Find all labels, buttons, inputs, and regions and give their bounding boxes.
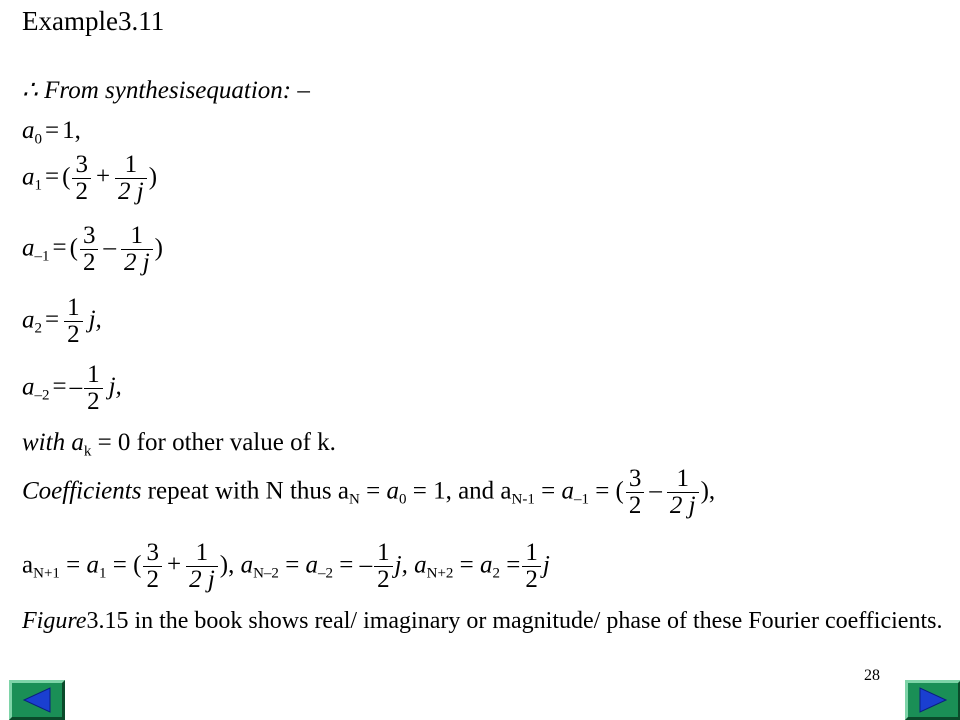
triangle-left-icon — [22, 687, 52, 713]
eq-am2-tail: j, — [108, 373, 122, 401]
eq-am1-equals: = — [52, 234, 67, 262]
coeff-t5: = ( — [595, 477, 624, 505]
other-var: a — [71, 429, 84, 456]
c2-s-b2: –2 — [318, 565, 334, 582]
eq-a0-value: 1, — [62, 117, 81, 144]
c2-t3: j, — [394, 551, 408, 579]
c2-frac1-num: 3 — [146, 539, 159, 566]
c2-frac4 — [522, 540, 541, 594]
eq-a1-frac2 — [115, 152, 147, 206]
eq-a2 — [22, 295, 102, 349]
coeff-a0: a — [386, 477, 399, 505]
c2-frac4-num: 1 — [525, 539, 538, 566]
eq-a1-frac1-num: 3 — [75, 151, 88, 178]
eq-am1-frac1 — [80, 223, 99, 277]
c2-eq2: = — [285, 551, 300, 579]
eq-am1-open: ( — [69, 234, 78, 262]
coeff-s0: 0 — [398, 491, 407, 508]
eq-a1-var: a — [22, 163, 35, 191]
eq-am2-equals: = — [52, 373, 67, 401]
coeff-frac1 — [626, 466, 645, 520]
eq-a1-frac2-num: 1 — [124, 151, 138, 178]
other-values-line — [22, 429, 336, 460]
c2-frac2-num: 1 — [195, 539, 209, 566]
coeff-t1: repeat with N thus a — [147, 477, 350, 505]
eq-am2 — [22, 362, 122, 416]
coeff-word: Coefficients — [22, 477, 142, 505]
coeff-t6: ), — [700, 477, 716, 505]
coeff-t4: = — [541, 477, 556, 505]
c2-eq5: = — [506, 551, 521, 579]
eq-am1-frac1-num: 3 — [82, 222, 96, 249]
c2-close: ), — [219, 551, 235, 579]
coeff-t2: = — [366, 477, 381, 505]
triangle-right-icon — [918, 687, 948, 713]
figure-line — [22, 609, 942, 633]
c2-frac1 — [143, 540, 162, 594]
c2-op: + — [166, 551, 182, 579]
eq-a1-frac1 — [72, 152, 91, 206]
eq-am1-var: a — [22, 234, 35, 262]
c2-s3: N+2 — [426, 565, 454, 582]
coeff-op: – — [649, 477, 662, 505]
c2-eq4: = — [459, 551, 474, 579]
other-sub: k — [83, 443, 92, 460]
c2-frac2-den: 2 j — [186, 566, 218, 593]
c2-a: a — [22, 551, 34, 579]
coeff-frac2-den: 2 j — [667, 492, 699, 519]
previous-slide-button[interactable] — [9, 680, 65, 720]
eq-a1 — [22, 152, 157, 206]
c2-frac1-den: 2 — [143, 566, 162, 593]
eq-a0-equals: = — [45, 117, 60, 144]
eq-a2-sub: 2 — [34, 320, 42, 337]
eq-a2-frac-den: 2 — [64, 321, 83, 348]
page-number: 28 — [864, 667, 880, 684]
eq-am2-frac — [84, 362, 103, 416]
eq-a1-frac2-den: 2 j — [115, 178, 147, 205]
coeff-t3: = 1, and a — [412, 477, 512, 505]
eq-am1-frac2-num: 1 — [130, 222, 144, 249]
eq-a1-close: ) — [148, 163, 158, 191]
next-slide-button[interactable] — [905, 680, 960, 720]
other-rest: = 0 for other value of k. — [97, 429, 336, 456]
c2-frac4-den: 2 — [522, 566, 541, 593]
eq-a1-open: ( — [62, 163, 71, 191]
eq-am1-frac2 — [121, 223, 153, 277]
eq-a1-frac1-den: 2 — [72, 178, 91, 205]
eq-a1-equals: = — [45, 163, 60, 191]
coeff-s2: N-1 — [511, 491, 535, 508]
other-with: with — [22, 429, 66, 456]
c2-t4: j — [542, 551, 550, 579]
coeff-sm1: –1 — [573, 491, 589, 508]
eq-a2-frac — [64, 295, 83, 349]
eq-am2-var: a — [22, 373, 35, 401]
figure-word: Figure — [22, 608, 87, 634]
eq-a2-var: a — [22, 306, 35, 334]
c2-s1: N+1 — [33, 565, 60, 582]
c2-c: a — [414, 551, 427, 579]
eq-a2-tail: j, — [88, 306, 102, 334]
c2-b2: a — [305, 551, 319, 579]
eq-a0-var: a — [22, 117, 35, 144]
eq-am2-sign: – — [69, 373, 83, 401]
coeff-frac2 — [667, 466, 699, 520]
eq-a1-op: + — [95, 163, 111, 191]
c2-frac3 — [374, 540, 393, 594]
c2-b: a — [240, 551, 254, 579]
figure-rest: 3.15 in the book shows real/ imaginary or magnitude/ phase of these Fourier coefficients. — [86, 608, 943, 634]
eq-am1 — [22, 223, 163, 277]
intro-line: ∴ From synthesisequation: – — [22, 77, 310, 104]
coefficients-line — [22, 466, 715, 520]
eq-am2-frac-den: 2 — [84, 388, 103, 415]
eq-am1-frac1-den: 2 — [80, 249, 99, 276]
coefficients-line-2 — [22, 540, 550, 594]
eq-a2-equals: = — [45, 306, 60, 334]
c2-eq3: = – — [339, 551, 373, 579]
eq-am2-frac-num: 1 — [87, 361, 100, 388]
c2-s2: N–2 — [253, 565, 279, 582]
eq-a1-sub: 1 — [34, 177, 42, 194]
coeff-am1: a — [561, 477, 574, 505]
c2-c2: a — [480, 551, 493, 579]
eq-am1-op: – — [103, 234, 116, 262]
eq-am1-frac2-den: 2 j — [121, 249, 153, 276]
coeff-frac2-num: 1 — [676, 465, 689, 492]
c2-eq1: = — [66, 551, 81, 579]
eq-am1-sub: –1 — [34, 248, 50, 265]
coeff-s1: N — [349, 491, 360, 508]
eq-a2-frac-num: 1 — [67, 294, 80, 321]
c2-s-a1: 1 — [99, 565, 107, 582]
c2-a1: a — [86, 551, 100, 579]
slide-title: Example3.11 — [22, 6, 165, 36]
coeff-frac1-num: 3 — [628, 465, 642, 492]
c2-frac3-den: 2 — [374, 566, 393, 593]
eq-a0-sub: 0 — [34, 131, 42, 148]
c2-s-c2: 2 — [492, 565, 501, 582]
c2-frac2 — [186, 540, 218, 594]
coeff-frac1-den: 2 — [626, 492, 645, 519]
eq-a0 — [22, 117, 81, 148]
eq-am1-close: ) — [154, 234, 163, 262]
c2-frac3-num: 1 — [377, 539, 390, 566]
eq-am2-sub: –2 — [34, 387, 50, 404]
c2-open: = ( — [112, 551, 142, 579]
